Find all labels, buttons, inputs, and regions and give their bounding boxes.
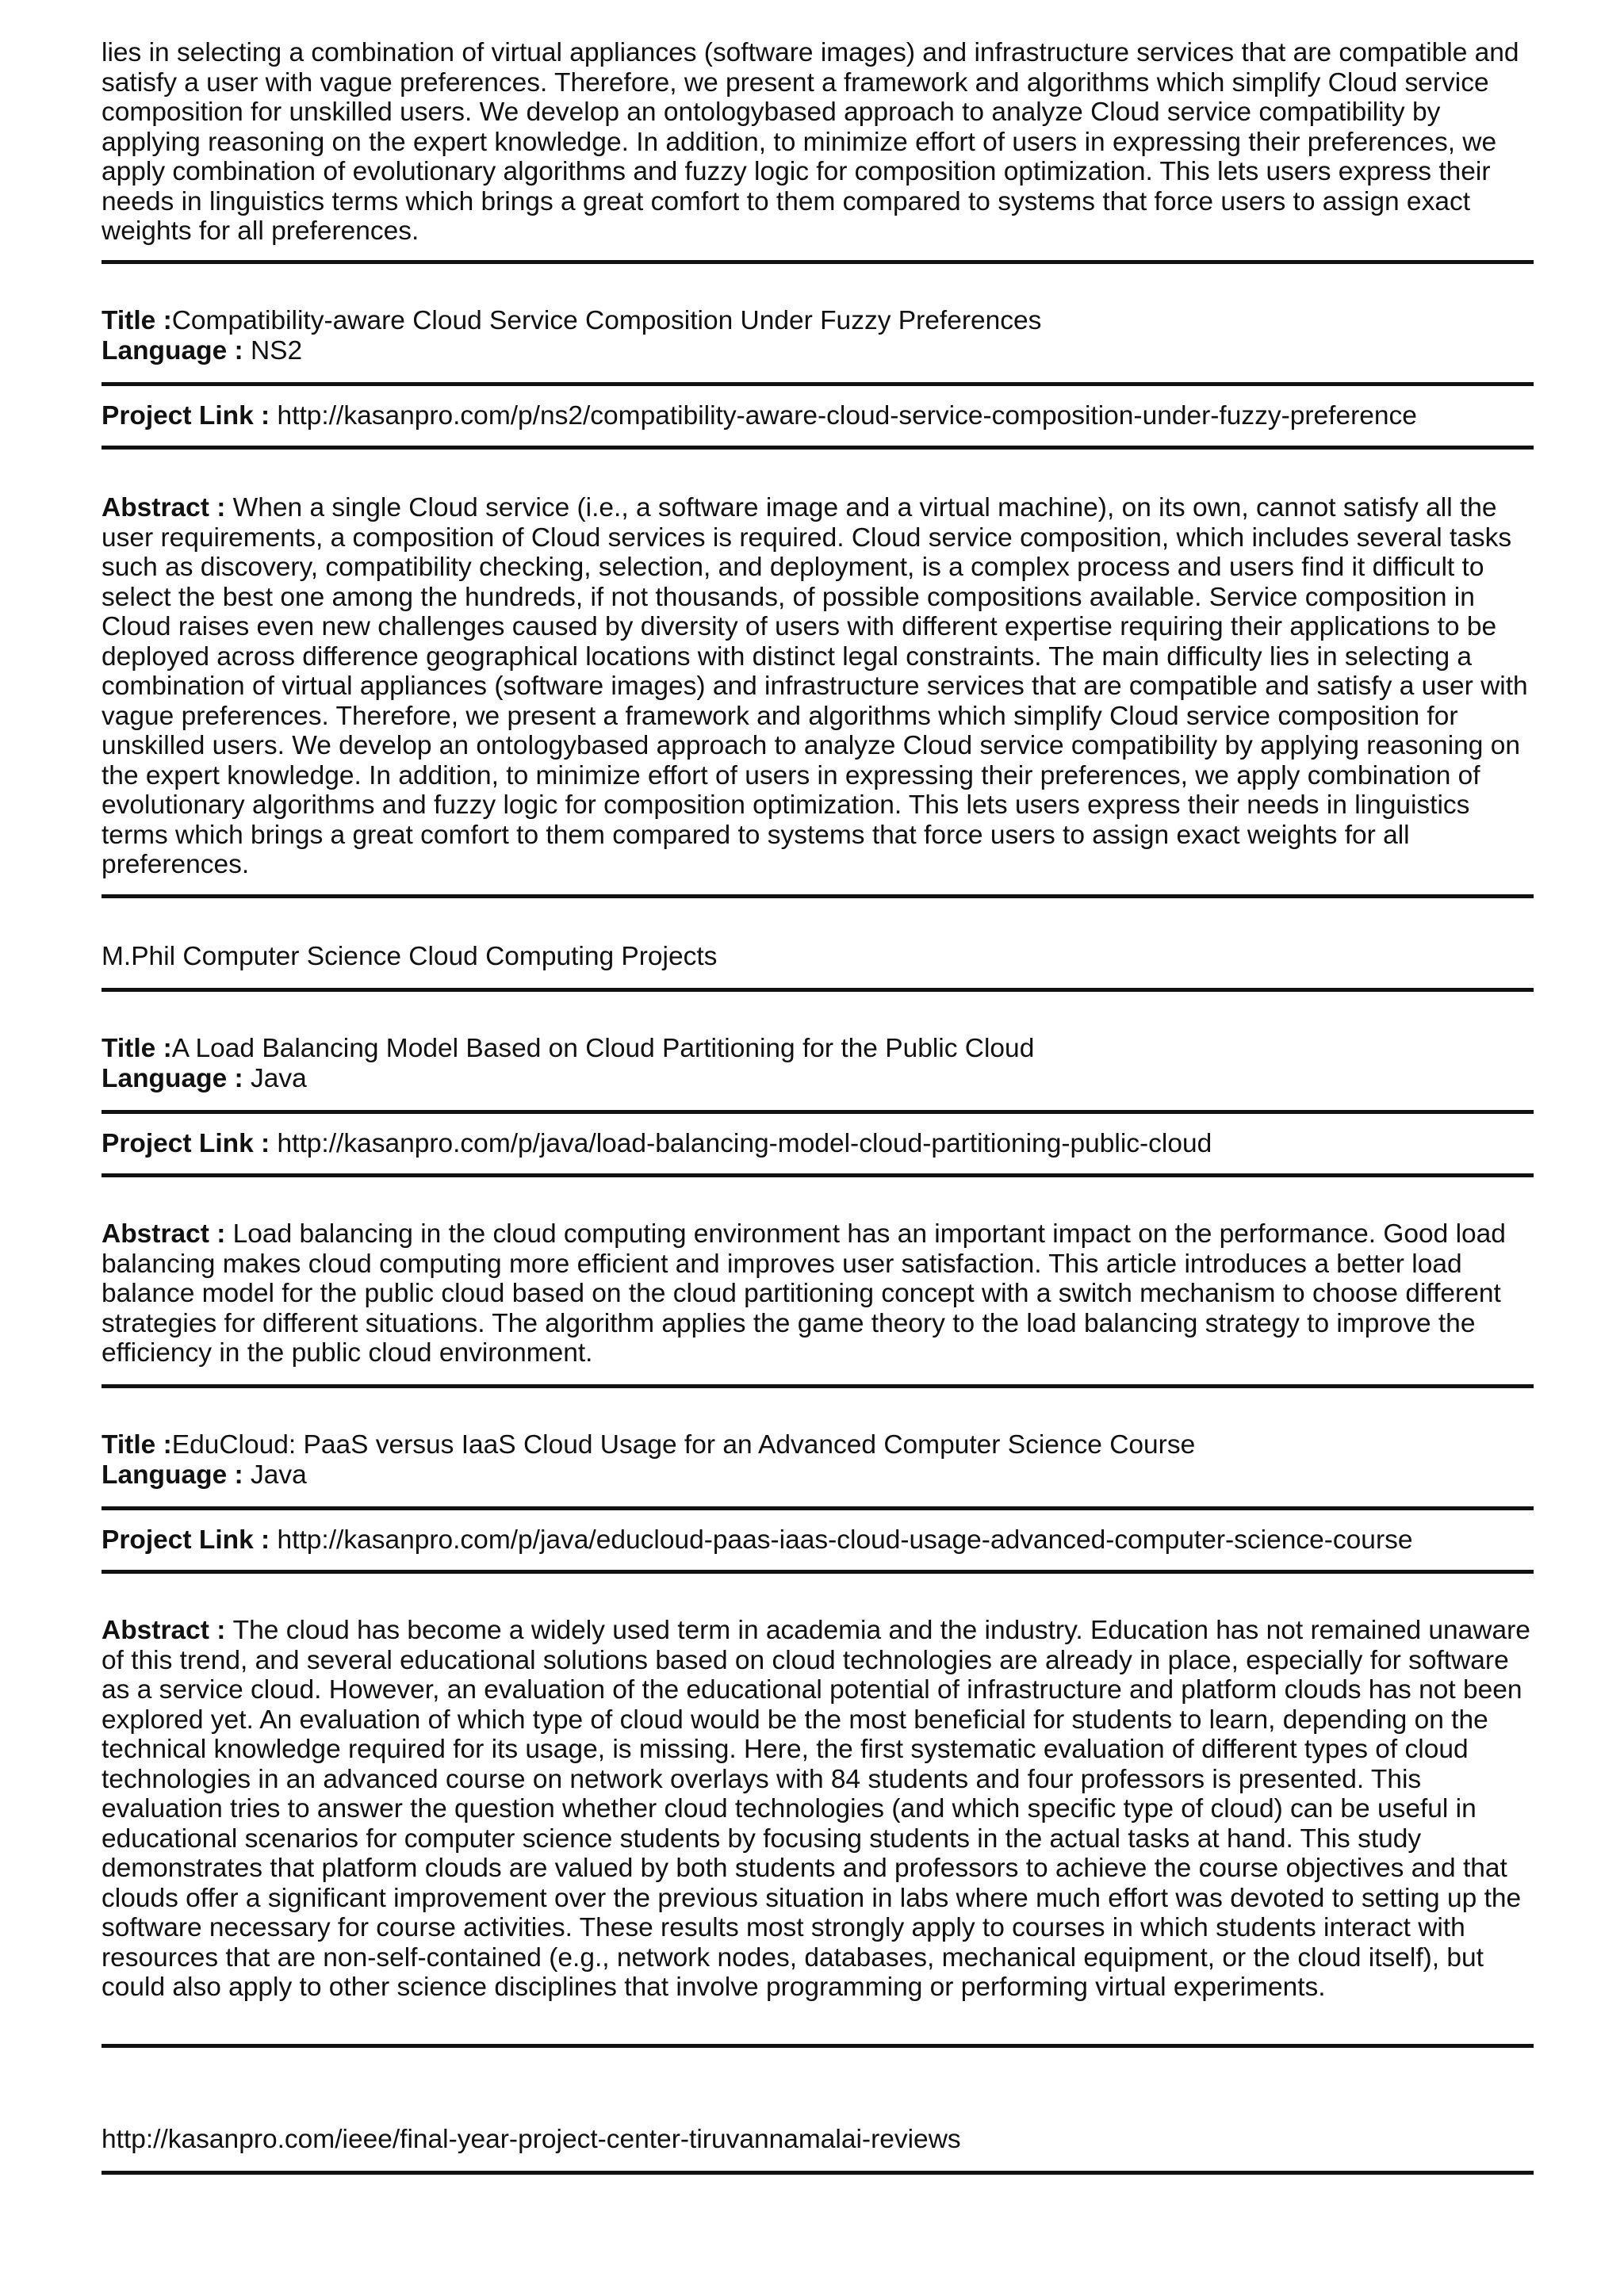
project-entry: [102, 306, 1534, 365]
project-link[interactable]: http://kasanpro.com/p/java/load-balancing-model-cloud-partitioning-public-cloud: [277, 1129, 1212, 1158]
language-label: Language :: [102, 1063, 251, 1093]
divider: [102, 446, 1534, 450]
divider: [102, 1110, 1534, 1114]
title-label: Title :: [102, 1034, 172, 1063]
abstract-text: When a single Cloud service (i.e., a software image and a virtual machine), on its own, cannot satisfy all the user requirements, a composition of Cloud services is required. Cloud service composition, which includes several tasks such as discovery, compatibility checking, selection, and deployment, is a complex process and users find it difficult to select the best one among the hundreds, if not thousands, of possible compositions available. Service composition in Cloud raises even new challenges caused by diversity of users with different expertise requiring their applications to be deployed across difference geographical locations with distinct legal constraints. The main difficulty lies in selecting a combination of virtual appliances (software images) and infrastructure services that are compatible and satisfy a user with vague preferences. Therefore, we present a framework and algorithms which simplify Cloud service composition for unskilled users. We develop an ontologybased approach to analyze Cloud service compatibility by applying reasoning on the expert knowledge. In addition, to minimize effort of users in expressing their preferences, we apply combination of evolutionary algorithms and fuzzy logic for composition optimization. This lets users express their needs in linguistics terms which brings a great comfort to them compared to systems that force users to assign exact weights for all preferences.: [102, 493, 1528, 879]
project-language: NS2: [250, 335, 303, 365]
project-abstract: [102, 493, 1534, 880]
divider: [102, 988, 1534, 992]
project-link-label: Project Link :: [102, 1129, 278, 1158]
divider: [102, 260, 1534, 264]
project-link[interactable]: http://kasanpro.com/p/java/educloud-paas-iaas-cloud-usage-advanced-computer-science-course: [277, 1525, 1413, 1555]
project-title: A Load Balancing Model Based on Cloud Partitioning for the Public Cloud: [171, 1034, 1035, 1063]
project-language-line: [102, 336, 1534, 366]
project-title: Compatibility-aware Cloud Service Composition Under Fuzzy Preferences: [171, 306, 1042, 335]
project-language: Java: [250, 1460, 307, 1490]
project-title-line: [102, 1430, 1534, 1460]
project-link-label: Project Link :: [102, 1525, 278, 1555]
project-title-line: [102, 306, 1534, 336]
abstract-label: Abstract :: [102, 1219, 233, 1249]
divider: [102, 1173, 1534, 1177]
project-entry: [102, 1034, 1534, 1093]
project-abstract: [102, 1616, 1534, 2003]
project-language: Java: [250, 1063, 307, 1093]
project-language-line: [102, 1460, 1534, 1490]
language-label: Language :: [102, 1460, 251, 1490]
divider: [102, 1506, 1534, 1510]
footer-link[interactable]: http://kasanpro.com/ieee/final-year-project-center-tiruvannamalai-reviews: [102, 2125, 961, 2154]
project-title: EduCloud: PaaS versus IaaS Cloud Usage for an Advanced Computer Science Course: [171, 1430, 1196, 1460]
divider: [102, 1384, 1534, 1388]
project-entry: [102, 1430, 1534, 1490]
abstract-label: Abstract :: [102, 1616, 233, 1645]
footer-link-line: [102, 2125, 1534, 2155]
title-label: Title :: [102, 306, 172, 335]
divider: [102, 2044, 1534, 2048]
project-link-line: [102, 1129, 1534, 1159]
language-label: Language :: [102, 335, 251, 365]
intro-abstract-tail: lies in selecting a combination of virtual appliances (software images) and infrastructure services that are compatible and satisfy a user with vague preferences. Therefore, we present a framework and algorithms which simplify Cloud service composition for unskilled users. We develop an ontologybased approach to analyze Cloud service compatibility by applying reasoning on the expert knowledge. In addition, to minimize effort of users in expressing their preferences, we apply combination of evolutionary algorithms and fuzzy logic for composition optimization. This lets users express their needs in linguistics terms which brings a great comfort to them compared to systems that force users to assign exact weights for all preferences.: [102, 38, 1519, 246]
project-abstract: [102, 1219, 1534, 1368]
project-title-line: [102, 1034, 1534, 1064]
project-link-line: [102, 1525, 1534, 1556]
project-link-label: Project Link :: [102, 401, 278, 430]
abstract-text: The cloud has become a widely used term in academia and the industry. Education has not remained unaware of this trend, and several educational solutions based on cloud technologies are already in place, especially for software as a service cloud. However, an evaluation of the educational potential of infrastructure and platform clouds has not been explored yet. An evaluation of which type of cloud would be the most beneficial for students to learn, depending on the technical knowledge required for its usage, is missing. Here, the first systematic evaluation of different types of cloud technologies in an advanced course on network overlays with 84 students and four professors is presented. This evaluation tries to answer the question whether cloud technologies (and which specific type of cloud) can be useful in educational scenarios for computer science students by focusing students in the actual tasks at hand. This study demonstrates that platform clouds are valued by both students and professors to achieve the course objectives and that clouds offer a significant improvement over the previous situation in labs where much effort was devoted to setting up the software necessary for course activities. These results most strongly apply to courses in which students interact with resources that are non-self-contained (e.g., network nodes, databases, mechanical equipment, or the cloud itself), but could also apply to other science disciplines that involve programming or performing virtual experiments.: [102, 1616, 1530, 2002]
section-heading: M.Phil Computer Science Cloud Computing Projects: [102, 942, 718, 971]
divider: [102, 1570, 1534, 1574]
abstract-label: Abstract :: [102, 493, 233, 522]
divider: [102, 894, 1534, 898]
abstract-text: Load balancing in the cloud computing environment has an important impact on the performance. Good load balancing makes cloud computing more efficient and improves user satisfaction. This article introduces a better load balance model for the public cloud based on the cloud partitioning concept with a switch mechanism to choose different strategies for different situations. The algorithm applies the game theory to the load balancing strategy to improve the efficiency in the public cloud environment.: [102, 1219, 1506, 1368]
divider: [102, 2171, 1534, 2175]
project-language-line: [102, 1064, 1534, 1094]
divider: [102, 382, 1534, 386]
title-label: Title :: [102, 1430, 172, 1460]
project-link-line: [102, 401, 1534, 431]
project-link[interactable]: http://kasanpro.com/p/ns2/compatibility-aware-cloud-service-composition-under-fuzzy-preference: [277, 401, 1417, 430]
